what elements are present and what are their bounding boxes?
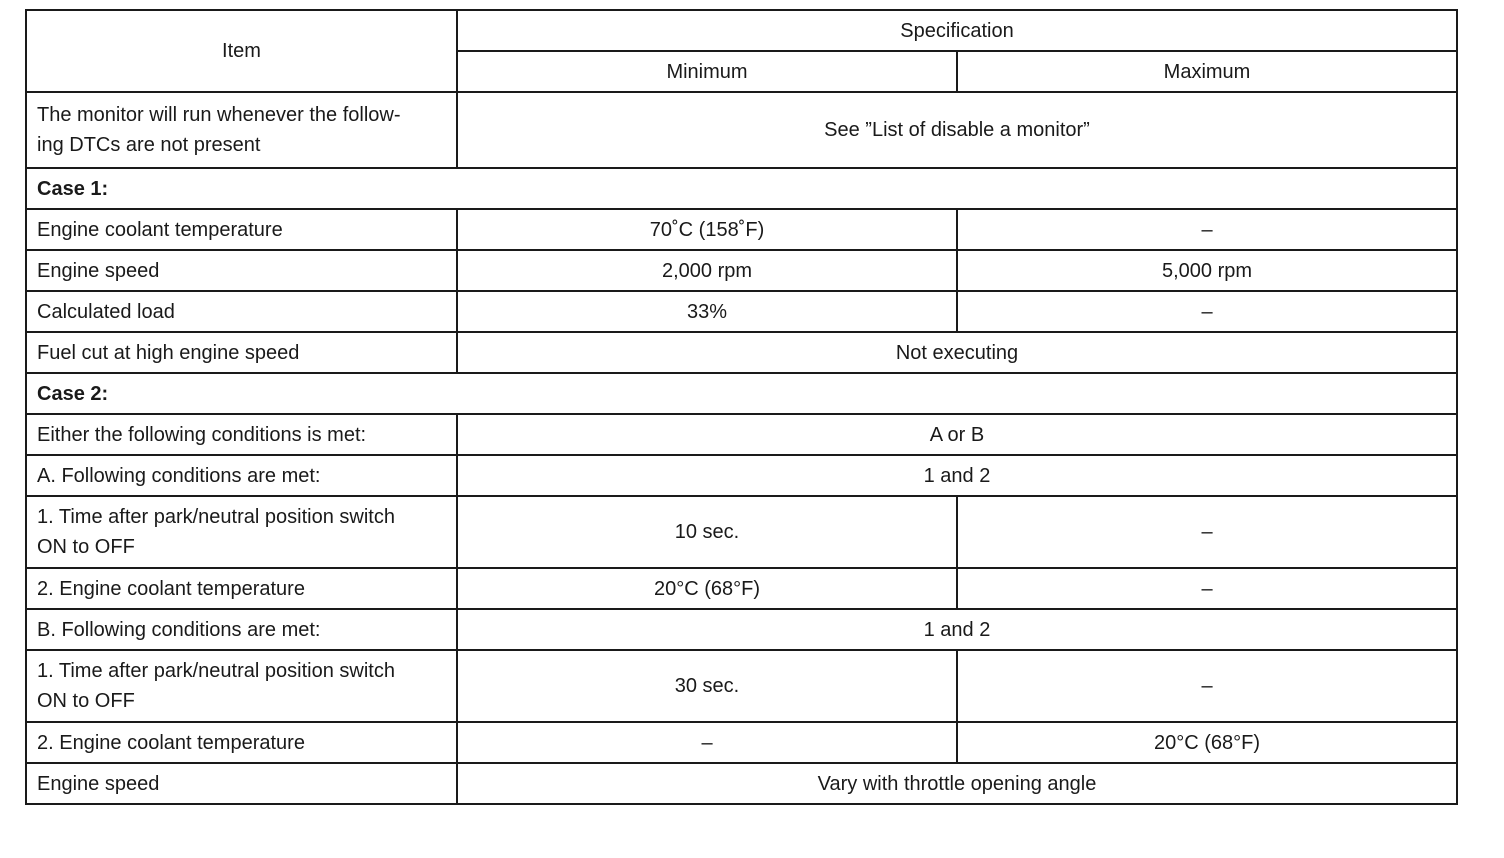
row-max: 20°C (68°F): [957, 722, 1457, 763]
row-item: Calculated load: [26, 291, 457, 332]
header-minimum: Minimum: [457, 51, 957, 92]
row-spec: 1 and 2: [457, 455, 1457, 496]
row-item-line: ON to OFF: [37, 690, 135, 712]
row-item-line: ON to OFF: [37, 536, 135, 558]
table-row: [26, 414, 1457, 455]
row-min: 10 sec.: [457, 496, 957, 568]
row-spec: Vary with throttle opening angle: [457, 763, 1457, 804]
table-row: [26, 763, 1457, 804]
case-row: [26, 168, 1457, 209]
row-max: 5,000 rpm: [957, 250, 1457, 291]
row-item: A. Following conditions are met:: [26, 455, 457, 496]
row-item: Engine speed: [26, 763, 457, 804]
case-label: Case 2:: [26, 373, 1457, 414]
row-item-line: 1. Time after park/neutral position switch: [37, 660, 395, 682]
row-min: 30 sec.: [457, 650, 957, 722]
table-row: [26, 250, 1457, 291]
row-item: [26, 496, 457, 568]
row-spec: See ”List of disable a monitor”: [457, 92, 1457, 168]
table-row: [26, 92, 1457, 168]
row-min: 33%: [457, 291, 957, 332]
row-max: –: [957, 291, 1457, 332]
row-min: 20°C (68°F): [457, 568, 957, 609]
row-item: Fuel cut at high engine speed: [26, 332, 457, 373]
row-max: –: [957, 496, 1457, 568]
row-item: Either the following conditions is met:: [26, 414, 457, 455]
row-item: Engine coolant temperature: [26, 209, 457, 250]
table-row: [26, 722, 1457, 763]
row-max: –: [957, 650, 1457, 722]
row-min: 70˚C (158˚F): [457, 209, 957, 250]
row-item: 2. Engine coolant temperature: [26, 568, 457, 609]
case-row: [26, 373, 1457, 414]
row-min: 2,000 rpm: [457, 250, 957, 291]
row-spec: Not executing: [457, 332, 1457, 373]
row-item: [26, 92, 457, 168]
row-item: B. Following conditions are met:: [26, 609, 457, 650]
table-row: [26, 332, 1457, 373]
specification-table: [25, 9, 1458, 805]
row-item-line: ing DTCs are not present: [37, 134, 261, 156]
row-min: –: [457, 722, 957, 763]
row-item: Engine speed: [26, 250, 457, 291]
table-row: [26, 609, 1457, 650]
row-spec: A or B: [457, 414, 1457, 455]
table-row: [26, 650, 1457, 722]
header-maximum: Maximum: [957, 51, 1457, 92]
table-row: [26, 209, 1457, 250]
header-row: [26, 10, 1457, 51]
table-row: [26, 455, 1457, 496]
row-max: –: [957, 568, 1457, 609]
row-item: 2. Engine coolant temperature: [26, 722, 457, 763]
row-item-line: 1. Time after park/neutral position switch: [37, 506, 395, 528]
header-specification: Specification: [457, 10, 1457, 51]
row-item: [26, 650, 457, 722]
row-item-line: The monitor will run whenever the follow-: [37, 104, 401, 126]
header-item: Item: [26, 10, 457, 92]
table-row: [26, 568, 1457, 609]
table-row: [26, 496, 1457, 568]
table-row: [26, 291, 1457, 332]
row-max: –: [957, 209, 1457, 250]
row-spec: 1 and 2: [457, 609, 1457, 650]
case-label: Case 1:: [26, 168, 1457, 209]
